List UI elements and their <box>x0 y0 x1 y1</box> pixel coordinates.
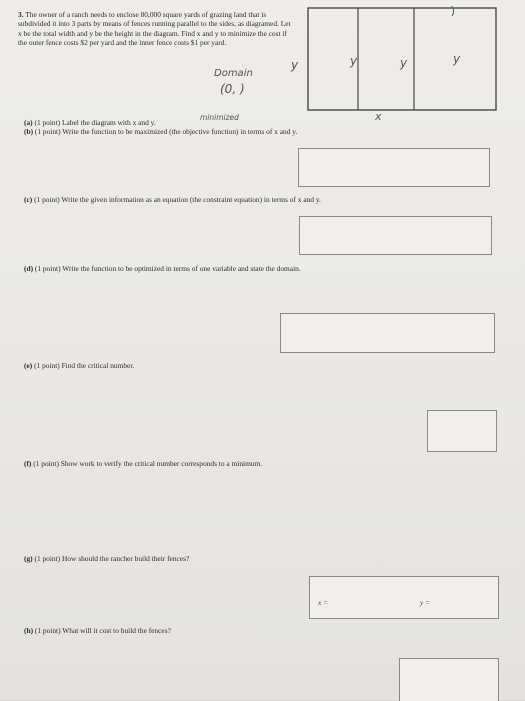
problem-number: 3. <box>18 10 24 19</box>
question-c-text: (1 point) Write the given information as an equation (the constraint equation) in terms of x and y. <box>34 195 321 204</box>
question-d <box>24 264 301 273</box>
answer-g-y-equation: y = <box>420 598 431 607</box>
question-a-text: (1 point) Label the diagram with x and y. <box>34 118 156 127</box>
question-c-label: (c) <box>24 195 33 204</box>
question-h-label: (h) <box>24 626 34 635</box>
handwritten-y-section-2: y <box>400 56 408 70</box>
answer-box-e[interactable] <box>427 410 497 452</box>
question-a <box>24 118 156 127</box>
question-a-label: (a) <box>24 118 33 127</box>
answer-box-g[interactable] <box>309 576 499 619</box>
question-f-label: (f) <box>24 459 32 468</box>
question-b-text: (1 point) Write the function to be maximized (the objective function) in terms of x and y. <box>34 127 298 136</box>
handwritten-domain-interval: (0, ) <box>220 82 245 96</box>
handwritten-x-label: x <box>375 110 382 123</box>
question-e-label: (e) <box>24 361 33 370</box>
answer-box-d[interactable] <box>280 313 495 353</box>
handwritten-y-outer-left: y <box>291 58 299 72</box>
question-d-label: (d) <box>24 264 34 273</box>
question-d-text: (1 point) Write the function to be optimized in terms of one variable and state the domain. <box>34 264 301 273</box>
question-f-text: (1 point) Show work to verify the critical number corresponds to a minimum. <box>33 459 263 468</box>
answer-box-c[interactable] <box>299 216 492 255</box>
question-c <box>24 195 321 204</box>
question-f <box>24 459 262 468</box>
answer-box-h[interactable] <box>399 658 499 701</box>
question-g-text: (1 point) How should the rancher build their fences? <box>34 554 190 563</box>
answer-g-x-equation: x = <box>318 598 329 607</box>
handwritten-y-section-3: y <box>453 52 461 66</box>
problem-text: The owner of a ranch needs to enclose 80,000 square yards of grazing land that is subdivided it into 3 parts by means of fences running parallel to the sides, as diagramed. Let x be the total width and y be the height in the diagram. Find x and y to minimize the cost if the outer fence costs $2 per yard and the inner fence costs $1 per yard. <box>18 10 291 47</box>
handwritten-domain-label: Domain <box>214 68 253 79</box>
question-g-label: (g) <box>24 554 33 563</box>
question-e-text: (1 point) Find the critical number. <box>34 361 135 370</box>
question-g <box>24 554 189 563</box>
problem-statement <box>18 10 293 47</box>
answer-box-b[interactable] <box>298 148 490 187</box>
question-h-text: (1 point) What will it cost to build the fences? <box>34 626 171 635</box>
question-b-label: (b) <box>24 127 34 136</box>
handwritten-minimized: minimized <box>200 113 239 122</box>
question-b <box>24 127 297 136</box>
handwritten-y-section-1: y <box>350 54 358 68</box>
question-e <box>24 361 134 370</box>
question-h <box>24 626 171 635</box>
